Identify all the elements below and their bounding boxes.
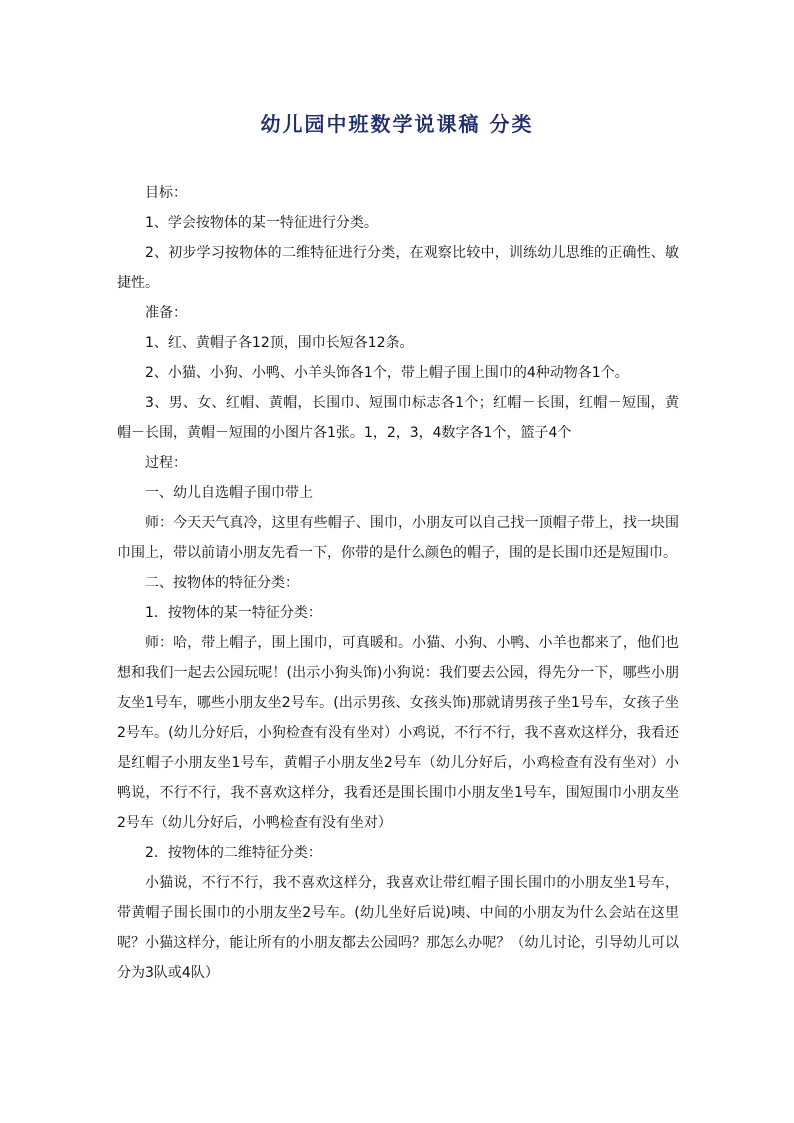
body-paragraph: 师：今天天气真冷，这里有些帽子、围巾，小朋友可以自己找一顶帽子带上，找一块围巾围上，带以前请小朋友先看一下，你带的是什么颜色的帽子，围的是长围巾还是短围巾。 <box>117 515 679 561</box>
section-heading: 二、按物体的特征分类： <box>145 575 299 591</box>
heading-preparation: 准备： <box>145 305 187 321</box>
preparation-item: 1、红、黄帽子各12顶，围巾长短各12条。 <box>145 335 414 351</box>
goal-item: 1、学会按物体的某一特征进行分类。 <box>145 215 378 231</box>
section-heading: 一、幼儿自选帽子围巾带上 <box>145 485 313 501</box>
preparation-item: 3、男、女、红帽、黄帽，长围巾、短围巾标志各1个；红帽－长围，红帽－短围，黄帽－长围，黄帽－短围的小图片各1张。1，2，3，4数字各1个，篮子4个 <box>117 395 679 441</box>
body-paragraph: 小猫说，不行不行，我不喜欢这样分，我喜欢让带红帽子围长围巾的小朋友坐1号车，带黄帽子围长围巾的小朋友坐2号车。(幼儿坐好后说)咦、中间的小朋友为什么会站在这里呢？小猫这样分，能让所有的小朋友都去公园吗？那怎么办呢？（幼儿讨论，引导幼儿可以分为3队或4队） <box>117 875 679 981</box>
preparation-item: 2、小猫、小狗、小鸭、小羊头饰各1个，带上帽子围上围巾的4种动物各1个。 <box>145 365 629 381</box>
body-paragraph: 师：哈，带上帽子，围上围巾，可真暖和。小猫、小狗、小鸭、小羊也都来了，他们也想和我们一起去公园玩呢！(出示小狗头饰)小狗说：我们要去公园，得先分一下，哪些小朋友坐1号车，哪些小朋友坐2号车。(出示男孩、女孩头饰)那就请男孩子坐1号车，女孩子坐2号车。(幼儿分好后，小狗检查有没有坐对）小鸡说，不行不行，我不喜欢这样分，我看还是红帽子小朋友坐1号车，黄帽子小朋友坐2号车（幼儿分好后，小鸡检查有没有坐对）小鸭说，不行不行，我不喜欢这样分，我看还是围长围巾小朋友坐1号车，围短围巾小朋友坐2号车（幼儿分好后，小鸭检查有没有坐对） <box>117 635 679 831</box>
subsection-heading: 1．按物体的某一特征分类： <box>145 605 322 621</box>
document-body <box>117 178 679 988</box>
heading-goals: 目标： <box>145 185 187 201</box>
subsection-heading: 2．按物体的二维特征分类： <box>145 845 322 861</box>
document-title: 幼儿园中班数学说课稿 分类 <box>260 112 534 136</box>
goal-item: 2、初步学习按物体的二维特征进行分类，在观察比较中，训练幼儿思维的正确性、敏捷性。 <box>117 245 679 291</box>
heading-process: 过程： <box>145 455 187 471</box>
